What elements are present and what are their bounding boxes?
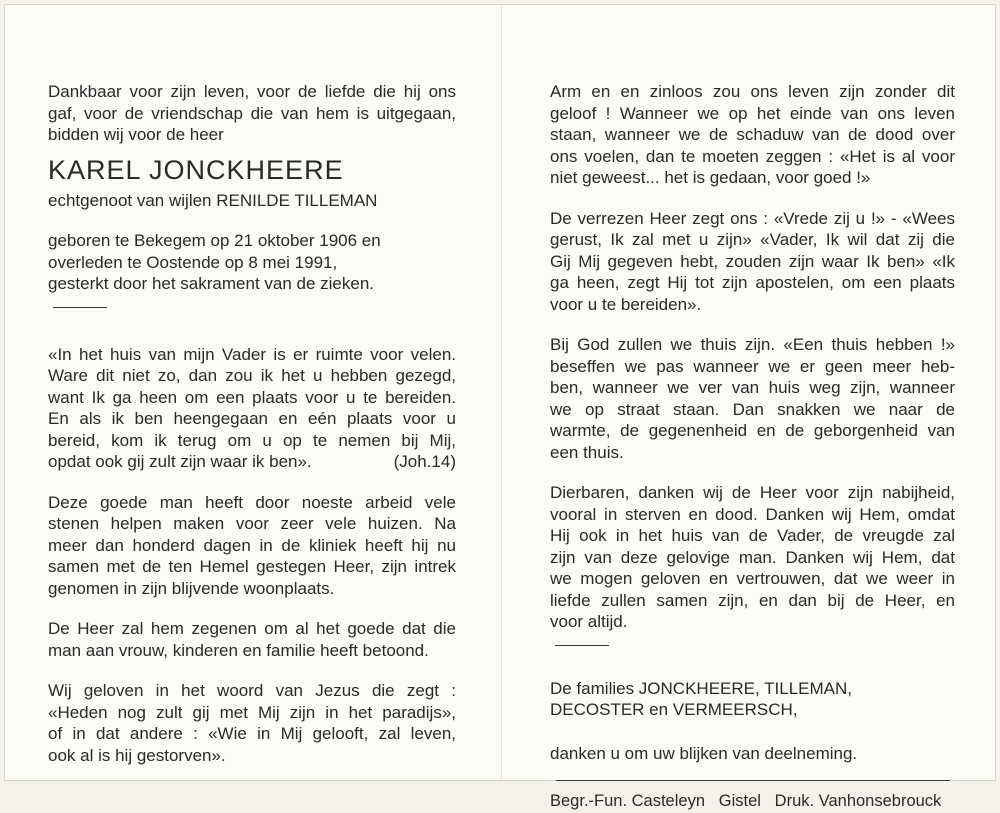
quote-reference: (Joh.14) (393, 452, 456, 471)
text-line: meer dan honderd dagen in de kliniek heeft hij nu (48, 535, 456, 555)
text-line: we mogen geloven en vertrouwen, dat we weer in (550, 569, 955, 588)
paragraph-home (550, 334, 955, 463)
right-page (550, 81, 955, 813)
text-line: Wij geloven in het woord van Jezus die zegt : (48, 681, 456, 700)
text-line: Deze goede man heeft door noeste arbeid vele (48, 492, 456, 512)
paragraph-blessing (48, 618, 456, 661)
text-line: ga heen, zegt Hij tot zijn apostelen, om een plaats (550, 273, 955, 292)
quote-line: «In het huis van mijn Vader is er ruimte voor velen. (48, 344, 456, 364)
quote-line: En als ik ben heengegaan en eén plaats voor u (48, 409, 456, 428)
text-line: De verrezen Heer zegt ons : «Vrede zij u !» - «Wees (550, 208, 955, 228)
spouse-line: echtgenoot van wijlen RENILDE TILLEMAN (48, 190, 378, 210)
text-line: Bij God zullen we thuis zijn. «Een thuis hebben !» (550, 335, 955, 354)
text-line: of in dat andere : «Wie in Mij gelooft, zal leven, (48, 724, 456, 743)
paragraph-thanks-god (550, 482, 955, 633)
paragraph-risen-lord (550, 208, 955, 316)
text-line: geloof ! Wanneer we op het einde van ons leven (550, 103, 955, 123)
thanks-line: danken u om uw blijken van deelneming. (550, 743, 858, 763)
text-line: vooral in sterven en dood. Danken wij Hem, omdat (550, 504, 955, 524)
text-line: man aan vrouw, kinderen en familie heeft betoond. (48, 640, 429, 660)
bible-quote (48, 344, 456, 473)
text-line: «Heden nog zult gij met Mij zijn in het paradijs», (48, 702, 456, 722)
life-line: geboren te Bekegem op 21 oktober 1906 en (48, 231, 381, 250)
life-line: gesterkt door het sakrament van de zieken. (48, 274, 375, 293)
intro-line: gaf, voor de vriendschap die van hem is uitgegaan, (48, 103, 456, 123)
families-block (550, 678, 955, 721)
quote-line: bereid, kom ik terug om u op te nemen bij Mij, (48, 430, 456, 450)
left-page (48, 81, 456, 785)
quote-line: opdat ook gij zult zijn waar ik ben». (48, 452, 312, 471)
quote-line: Ware dit niet zo, dan zou ik het u hebben gezegd, (48, 366, 456, 385)
memorial-card (4, 4, 996, 810)
text-line: ons voelen, dan te moeten zeggen : «Het is al voor (550, 146, 955, 166)
life-dates (48, 230, 456, 295)
text-line: niet geweest... het is gedaan, voor goed !» (550, 168, 871, 187)
quote-last-line (48, 451, 456, 473)
text-line: beseffen we pas wanneer we er geen meer heb- (550, 356, 955, 376)
divider (556, 780, 950, 781)
text-line: zijn van deze gelovige man. Danken wij Hem, dat (550, 547, 955, 567)
life-line: overleden te Oostende op 8 mei 1991, (48, 252, 338, 272)
text-line: Dierbaren, danken wij de Heer voor zijn nabijheid, (550, 483, 955, 502)
text-line: warmte, de gegenenheid en de geborgenheid van (550, 421, 955, 440)
text-line: Hij ook in het huis van de Vader, de vreugde zal (550, 526, 955, 545)
text-line: ben, wanneer we ver van huis weg zijn, wanneer (550, 378, 955, 397)
text-line: voor altijd. (550, 612, 628, 631)
intro-paragraph (48, 81, 456, 146)
intro-line: Dankbaar voor zijn leven, voor de liefde die hij ons (48, 82, 456, 101)
families-line: DECOSTER en VERMEERSCH, (550, 700, 798, 719)
quote-line: want Ik ga heen om een plaats voor u te bereiden. (48, 387, 456, 407)
printer-credit: Begr.-Fun. Casteleyn Gistel Druk. Vanhonsebrouck (550, 792, 942, 810)
deceased-name: KAREL JONCKHEERE (48, 154, 344, 185)
families-line: De families JONCKHEERE, TILLEMAN, (550, 678, 852, 698)
divider (53, 307, 107, 308)
paragraph-life (48, 492, 456, 600)
text-line: stenen helpen maken voor zeer vele huizen. Na (48, 514, 456, 533)
text-line: ook al is hij gestorven». (48, 745, 226, 765)
paragraph-belief (48, 680, 456, 766)
text-line: liefde zullen samen zijn, en dan bij de Heer, en (550, 590, 955, 610)
text-line: Gij Mij gegeven hebt, zouden zijn waar Ik ben» «Ik (550, 251, 955, 271)
text-line: voor u te bereiden». (550, 294, 702, 314)
text-line: een thuis. (550, 442, 624, 462)
text-line: De Heer zal hem zegenen om al het goede dat die (48, 619, 456, 638)
text-line: samen met de ten Hemel gestegen Heer, zijn intrek (48, 557, 456, 576)
text-line: Arm en en zinloos zou ons leven zijn zonder dit (550, 82, 955, 101)
text-line: gerust, Ik zal met u zijn» «Vader, Ik wil dat zij die (550, 230, 955, 249)
text-line: we op straat staan. Dan snakken we naar de (550, 399, 955, 419)
text-line: genomen in zijn blijvende woonplaats. (48, 578, 335, 598)
text-line: staan, wanneer we de schaduw van de dood over (550, 125, 955, 144)
intro-line: bidden wij voor de heer (48, 125, 224, 144)
paragraph-faith (550, 81, 955, 189)
card-fold (501, 5, 502, 782)
divider (555, 645, 609, 646)
